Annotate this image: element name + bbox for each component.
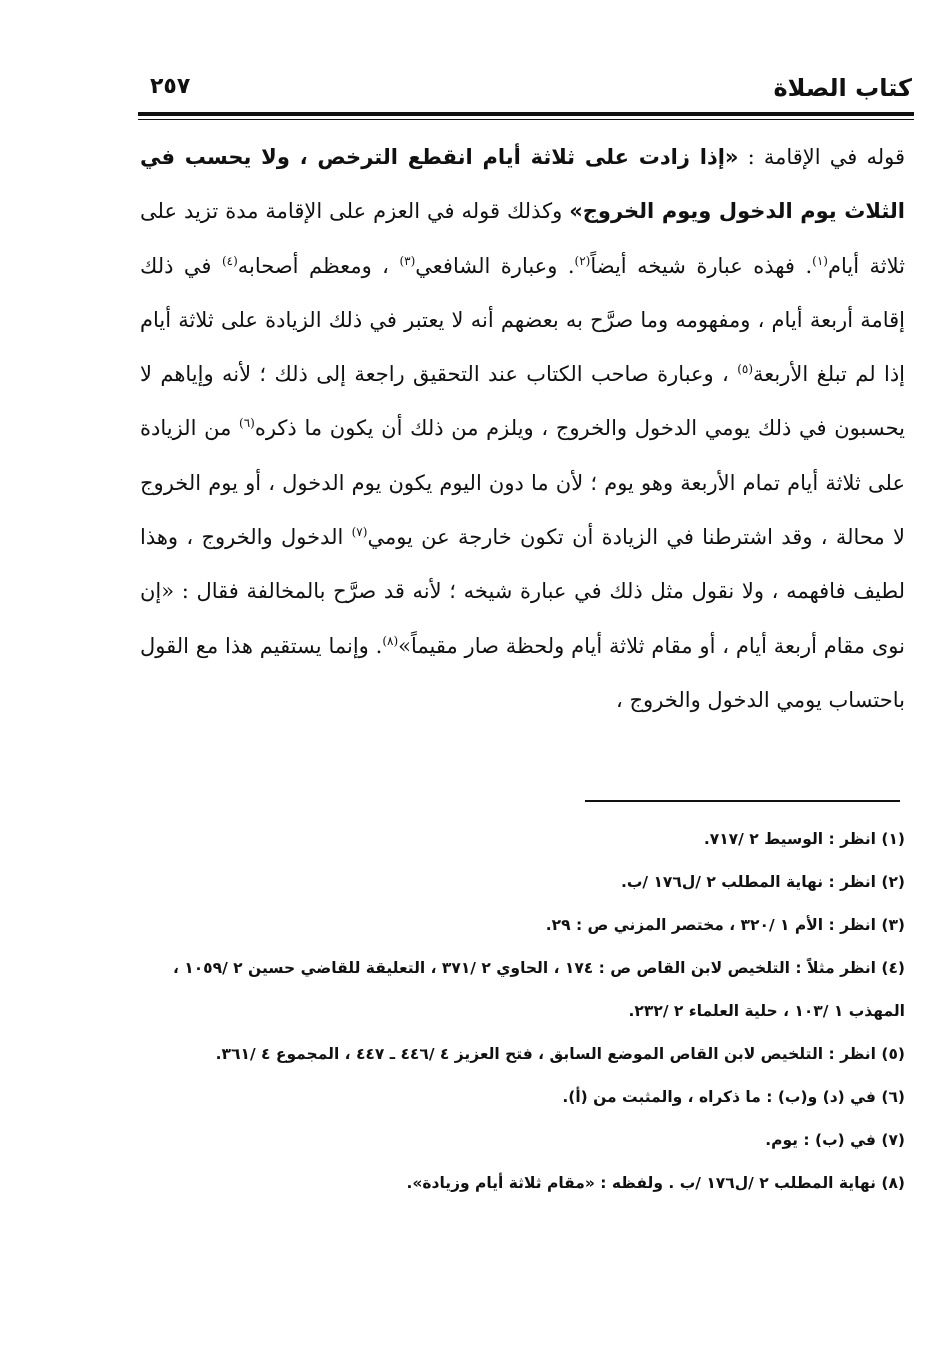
body-text-run: ، ومعظم أصحابه: [237, 253, 400, 278]
footnote-divider: [585, 800, 900, 802]
body-text-run: . وعبارة الشافعي: [415, 253, 575, 278]
footnote: (٣) انظر : الأم ١ /٣٢٠ ، مختصر المزني ص : ٢٩.: [545, 916, 905, 934]
footnote: (٨) نهاية المطلب ٢ /ل١٧٦ /ب . ولفظه : «مقام ثلاثة أيام وزيادة».: [406, 1174, 905, 1192]
footnote-ref: (٨): [382, 633, 399, 648]
footnote: (٦) في (د) و(ب) : ما ذكراه ، والمثبت من (أ).: [562, 1088, 905, 1106]
footnote-ref: (٥): [737, 362, 754, 377]
body-text-run: في ذلك إقامة أربعة أيام ، ومفهومه وما صرَّح به بعضهم أنه لا يعتبر في ذلك الزيادة على ثلاثة أيام إذا لم تبلغ الأربعة: [140, 253, 905, 387]
footnote: (١) انظر : الوسيط ٢ /٧١٧.: [703, 830, 905, 848]
footnote: (٥) انظر : التلخيص لابن القاص الموضع السابق ، فتح العزيز ٤ /٤٤٦ ـ ٤٤٧ ، المجموع ٤ /٣٦١.: [215, 1045, 905, 1063]
running-title: كتاب الصلاة: [773, 74, 912, 102]
body-text-run: قوله في الإقامة :: [738, 145, 905, 169]
body-text-run: ، وعبارة صاحب الكتاب عند التحقيق راجعة إلى ذلك ؛ لأنه وإياهم لا يحسبون في ذلك يومي الدخول والخروج ، ويلزم من ذلك أن يكون ما ذكره: [140, 362, 905, 441]
footnote-ref: (١): [812, 253, 828, 268]
footnote: (٢) انظر : نهاية المطلب ٢ /ل١٧٦ /ب.: [620, 873, 905, 891]
footnotes: [135, 818, 905, 1205]
body-text-run: . وإنما يستقيم هذا مع القول باحتساب يومي الدخول والخروج ،: [140, 633, 905, 712]
quoted-text: «إذا زادت على ثلاثة أيام انقطع الترخص ، ولا يحسب في الثلاث يوم الدخول ويوم الخروج»: [140, 145, 905, 224]
header-rule-thick: [138, 112, 914, 116]
body-text: [140, 130, 905, 790]
body-text-run: وكذلك قوله في العزم على الإقامة مدة تزيد على ثلاثة أيام: [140, 199, 905, 278]
footnote-ref: (٧): [351, 525, 368, 540]
footnote: (٤) انظر مثلاً : التلخيص لابن القاص ص : ١٧٤ ، الحاوي ٢ /٣٧١ ، التعليقة للقاضي حسين ٢ /١٠٥٩ ، المهذب ١ /١٠٣ ، حلية العلماء ٢ /٢٣٢.: [172, 959, 905, 1020]
body-paragraph: [140, 130, 905, 727]
footnote-ref: (٤): [221, 253, 238, 268]
body-text-run: من الزيادة على ثلاثة أيام تمام الأربعة وهو يوم ؛ لأن ما دون اليوم يكون يوم الدخول ، أو يوم الخروج لا محالة ، وقد اشترطنا في الزيادة أن تكون خارجة عن يومي: [140, 416, 905, 550]
header-rule-thin: [138, 119, 914, 120]
footnote: (٧) في (ب) : يوم.: [765, 1131, 905, 1149]
footnote-ref: (٣): [399, 253, 416, 268]
body-text-run: . فهذه عبارة شيخه أيضاً: [590, 253, 813, 278]
footnote-ref: (٢): [574, 253, 591, 268]
page-number: ٢٥٧: [150, 74, 191, 99]
body-text-run: الدخول والخروج ، وهذا لطيف فافهمه ، ولا نقول مثل ذلك في عبارة شيخه ؛ لأنه قد صرَّح بالمخالفة فقال : «إن نوى مقام أربعة أيام ، أو مقام ثلاثة أيام ولحظة صار مقيماً»: [140, 525, 905, 658]
page-header: [140, 70, 912, 110]
footnote-ref: (٦): [239, 416, 255, 431]
